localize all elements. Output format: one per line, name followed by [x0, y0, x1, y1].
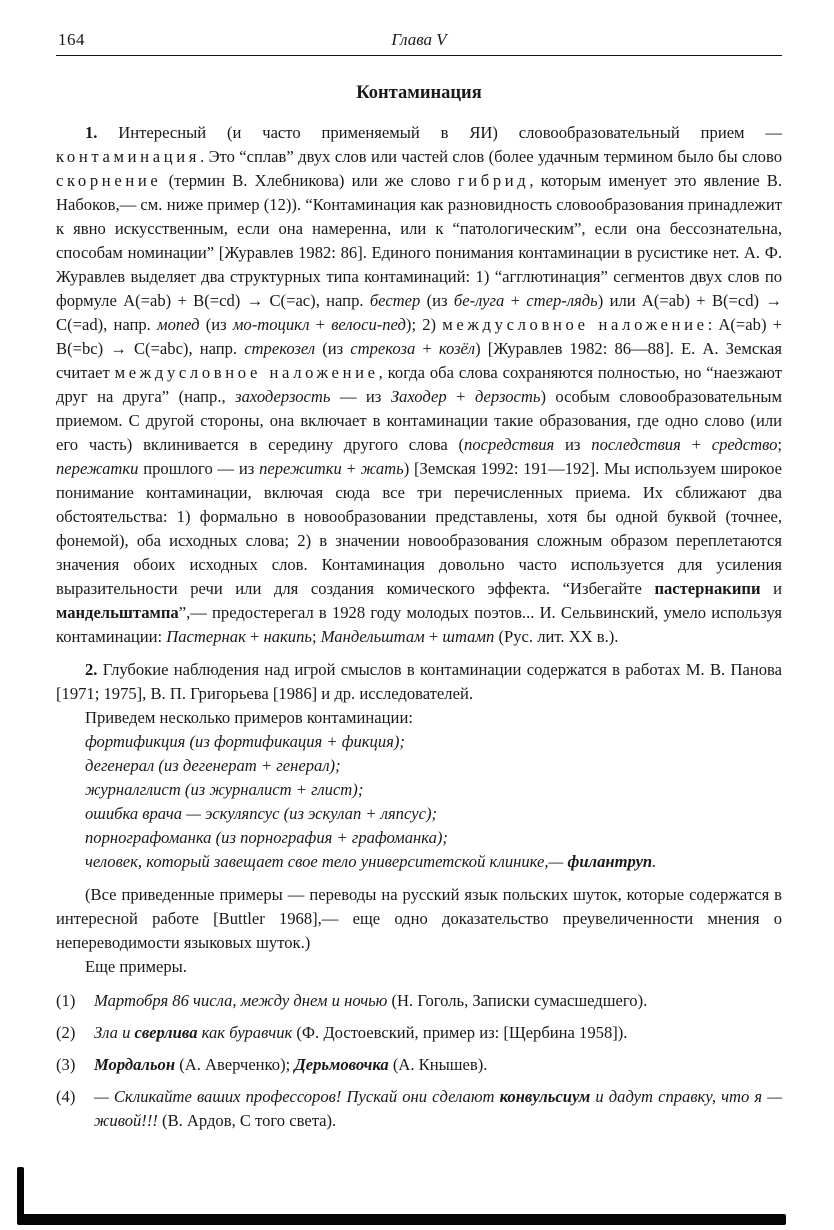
numbered-example-3 — [56, 1053, 782, 1077]
example-text-1: Мартобря 86 числа, между днем и ночью (Н. Гоголь, Записки сумасшедшего). — [94, 991, 648, 1010]
page-header — [56, 30, 782, 52]
example-number-1: (1) — [56, 991, 76, 1010]
numbered-example-2 — [56, 1021, 782, 1045]
examples-list — [85, 730, 782, 874]
example-text-4: — Скликайте ваших профессоров! Пускай они сделают конвульсиум и дадут справку, что я — живой!!! (В. Ардов, С того света). — [94, 1087, 782, 1130]
header-rule — [56, 55, 782, 56]
paragraph-2: 2. Глубокие наблюдения над игрой смыслов в контаминации содержатся в работах М. В. Панова [1971; 1975], В. П. Григорьева [1986] и др. исследователей. — [56, 660, 782, 703]
chapter-title: Глава V — [391, 30, 447, 49]
numbered-example-4 — [56, 1085, 782, 1133]
example-item-6: человек, который завещает свое тело университетской клинике,— филантруп. — [85, 852, 657, 871]
examples-intro: Приведем несколько примеров контаминации: — [85, 708, 413, 727]
section-title: Контаминация — [356, 83, 482, 103]
example-text-3: Мордальон (А. Аверченко); Дерьмовочка (А. Кнышев). — [94, 1055, 488, 1074]
numbered-example-1 — [56, 989, 782, 1013]
example-number-4: (4) — [56, 1087, 76, 1106]
example-item-4: ошибка врача — эскуляпсус (из эскулап + ляпсус); — [85, 804, 438, 823]
page-number: 164 — [58, 30, 85, 49]
example-item-3: журналглист (из журналист + глист); — [85, 780, 364, 799]
example-item-1: фортификция (из фортификация + фикция); — [85, 732, 405, 751]
example-text-2: Зла и сверлива как буравчик (Ф. Достоевский, пример из: [Щербина 1958]). — [94, 1023, 628, 1042]
example-number-2: (2) — [56, 1023, 76, 1042]
example-number-3: (3) — [56, 1055, 76, 1074]
numbered-examples-list — [56, 989, 782, 1133]
example-item-5: порнографоманка (из порнография + графоманка); — [85, 828, 448, 847]
more-examples-label: Еще примеры. — [85, 957, 187, 976]
scan-artifact-bottom — [22, 1214, 786, 1225]
note-paragraph: (Все приведенные примеры — переводы на русский язык польских шуток, которые содержатся в интересной работе [Buttler 1968],— еще одно доказательство преувеличенности мнения о непереводимости языковых шуток.) — [56, 885, 782, 952]
example-item-2: дегенерал (из дегенерат + генерал); — [85, 756, 341, 775]
scan-artifact-left — [17, 1167, 24, 1225]
paragraph-1: 1. Интересный (и часто применяемый в ЯИ) словообразовательный прием — контаминация. Это “сплав” двух слов или частей слов (более удачным термином было бы слово скорнение (термин В. Хлебникова) или же слово гибрид, которым именует это явление В. Набоков,— см. ниже пример (12)). “Контаминация как разновидность словообразования принадлежит к явно искусственным, если она намеренна, или к “патологическим”, если она бессознательна, способам номинации” [Журавлев 1982: 86]. Единого понимания контаминации в русистике нет. А. Ф. Журавлев выделяет два структурных типа контаминаций: 1) “агглютинация” сегментов двух слов по формуле A(=ab) + B(=cd) → C(=ac), напр. бестер (из бе-луга + стер-лядь) или A(=ab) + B(=cd) → C(=ad), напр. мопед (из мо-тоцикл + велоси-пед); 2) междусловное наложение: A(=ab) + B(=bc) → C(=abc), напр. стрекозел (из стрекоза + козёл) [Журавлев 1982: 86—88]. Е. А. Земская считает междусловное наложение, когда оба слова сохраняются полностью, но “наезжают друг на друга” (напр., заходерзость — из Заходер + дерзость) особым словообразовательным приемом. С другой стороны, она включает в контаминации такие образования, где одно слово (или его часть) вклинивается в середину другого слова (посредствия из последствия + средство; пережатки прошлого — из пережитки + жать) [Земская 1992: 191—192]. Мы используем широкое понимание контаминации, включая сюда все три перечисленных приема. Их сближают два обстоятельства: 1) формально в новообразовании представлены, хотя бы одной буквой (точнее, фонемой), оба исходных слова; 2) в значении новообразования сложным образом переплетаются значения обоих исходных слов. Контаминация довольно часто используется для усиления выразительности речи или для создания комического эффекта. “Избегайте пастернакипи и мандельштампа”,— предостерегал в 1928 году молодых поэтов... И. Сельвинский, умело используя контаминации: Пастернак + накипь; Мандельштам + штамп (Рус. лит. XX в.). — [56, 123, 783, 646]
